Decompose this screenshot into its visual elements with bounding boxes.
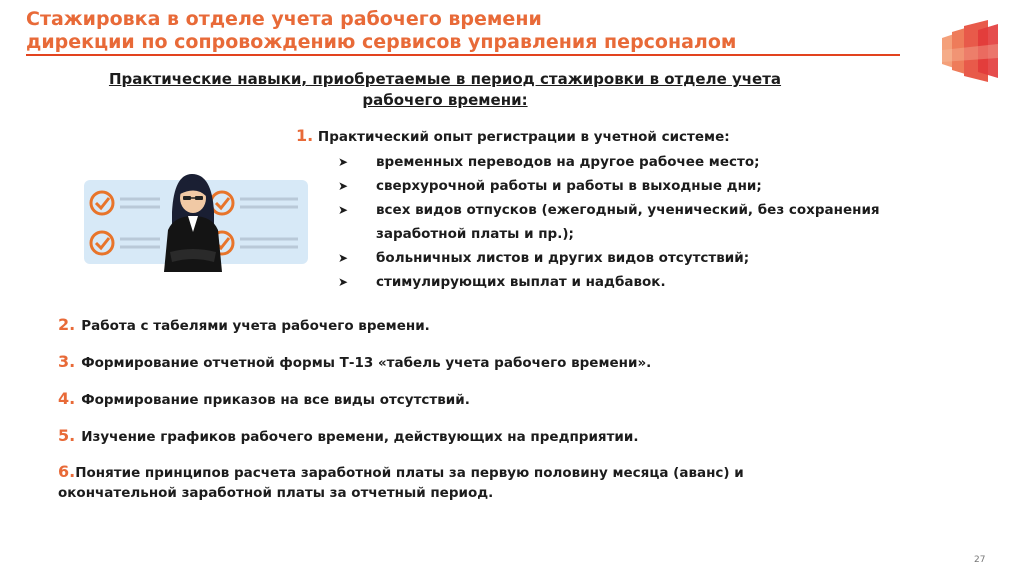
arrow-bullet-icon: ➤	[338, 251, 349, 265]
list-item-5	[58, 426, 958, 445]
list-item-3	[58, 352, 958, 371]
list-item-text: Формирование приказов на все виды отсутствий.	[81, 392, 470, 408]
sub-list-item: ➤ стимулирующих выплат и надбавок.	[338, 270, 978, 294]
company-logo	[938, 18, 1000, 84]
arrow-bullet-icon: ➤	[338, 275, 349, 289]
list-item-1	[296, 126, 730, 145]
sub-list-item: ➤ больничных листов и других видов отсутствий;	[338, 246, 978, 270]
arrow-bullet-icon: ➤	[338, 203, 349, 217]
list-item-number: 4.	[58, 389, 76, 408]
list-item-number: 2.	[58, 315, 76, 334]
subtitle-line-1: Практические навыки, приобретаемые в период стажировки в отделе учета	[108, 70, 782, 88]
list-item-6	[58, 462, 958, 503]
list-item-text: Практический опыт регистрации в учетной системе:	[317, 129, 730, 145]
list-item-number: 3.	[58, 352, 76, 371]
list-item-2	[58, 315, 958, 334]
arrow-bullet-icon: ➤	[338, 155, 349, 169]
list-item-text-continuation: окончательной заработной платы за отчетный период.	[58, 485, 494, 501]
list-item-4	[58, 389, 958, 408]
list-item-text: Понятие принципов расчета заработной платы за первую половину месяца (аванс) и	[75, 465, 744, 481]
title-line-2: дирекции по сопровождению сервисов управления персоналом	[26, 31, 900, 56]
list-item-number: 5.	[58, 426, 76, 445]
slide-title	[26, 8, 926, 56]
subtitle	[40, 69, 850, 111]
sub-list	[338, 150, 978, 294]
sub-list-item: ➤ всех видов отпусков (ежегодный, ученический, без сохранения заработной платы и пр.);	[338, 198, 978, 246]
subtitle-line-2: рабочего времени:	[362, 91, 528, 109]
list-item-text: Работа с табелями учета рабочего времени.	[81, 318, 430, 334]
title-line-1: Стажировка в отделе учета рабочего времени	[26, 8, 542, 30]
arrow-bullet-icon: ➤	[338, 179, 349, 193]
list-item-number: 1.	[296, 126, 314, 145]
list-item-number: 6.	[58, 462, 76, 481]
page-number: 27	[974, 555, 986, 565]
sub-list-item-continuation: заработной платы и пр.);	[376, 226, 574, 242]
list-item-text: Изучение графиков рабочего времени, действующих на предприятии.	[81, 429, 639, 445]
sub-list-item: ➤ сверхурочной работы и работы в выходные дни;	[338, 174, 978, 198]
sub-list-item: ➤ временных переводов на другое рабочее место;	[338, 150, 978, 174]
checklist-person-illustration	[84, 172, 308, 272]
list-item-text: Формирование отчетной формы Т-13 «табель учета рабочего времени».	[81, 355, 652, 371]
